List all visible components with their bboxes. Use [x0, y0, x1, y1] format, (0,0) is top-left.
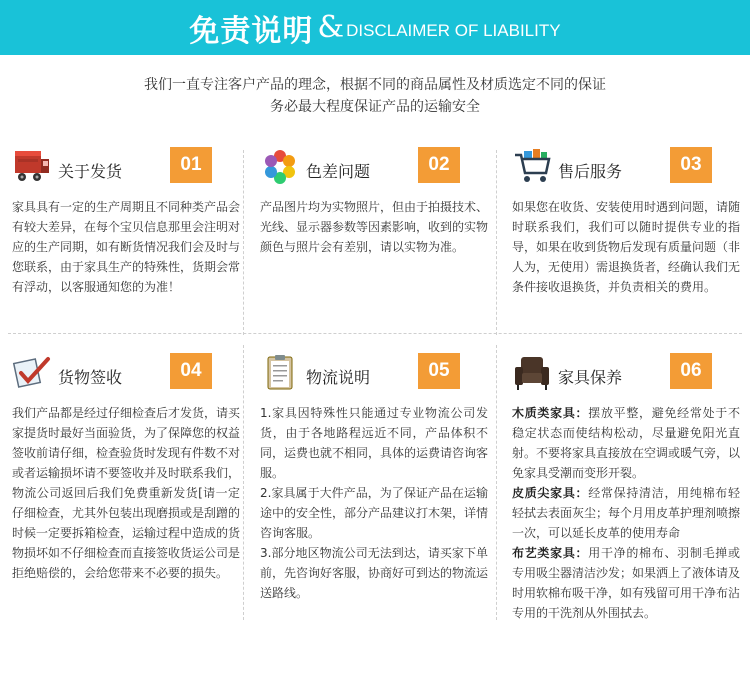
care-text: 摆放平整，避免经常处于不稳定状态而使结构松动，尽量避免阳光直射。不要将家具直接放在空调或暖气旁，以免家具受潮而变形开裂。: [512, 406, 741, 480]
card-body: 我们产品都是经过仔细检查后才发货，请买家提货时最好当面验货，为了保障您的权益签收前请仔细，检查验货时发现有件数不对或者运输损坏请不要签收并及时联系我们，物流公司返回后我们免费重新发货[请一定仔细检查，尤其外包装出现磨损或是刮蹭的时候一定要拆箱检查，运输过程中造成的货物损坏如不仔细检查而直接签收货运公司是拒绝赔偿的，会给您带来不必要的损失。: [12, 406, 241, 580]
column-divider: [243, 150, 244, 335]
care-text: 经常保持清洁，用纯棉布轻轻拭去表面灰尘；每个月用皮革护理剂喷擦一次，可以延长皮革的使用寿命: [512, 486, 741, 540]
card-furniture-care: [508, 353, 740, 623]
armchair-icon: [512, 353, 552, 393]
card-title: 物流说明: [306, 368, 371, 387]
truck-icon: [12, 147, 52, 187]
number-badge: 02: [418, 147, 460, 183]
clipboard-icon: [260, 353, 300, 393]
logistics-point-1: 1.家具因特殊性只能通过专业物流公司发货，由于各地路程远近不同，产品体积不同，运费也就不相同，具体的运费请咨询客服。: [260, 406, 489, 480]
logistics-point-2: 2.家具属于大件产品，为了保证产品在运输途中的安全性，部分产品建议打木架，详情咨询客服。: [260, 486, 489, 540]
number-badge: 04: [170, 353, 212, 389]
card-logistics: [256, 353, 488, 603]
row-divider: [8, 333, 742, 334]
care-item-fabric: [512, 543, 740, 623]
ampersand: &: [317, 10, 345, 45]
column-divider: [496, 150, 497, 335]
care-item-wood: [512, 403, 740, 483]
card-color-difference: [256, 147, 488, 257]
page-subtitle: DISCLAIMER OF LIABILITY: [346, 20, 561, 40]
card-body: [508, 403, 740, 623]
card-title: 关于发货: [58, 162, 123, 181]
column-divider: [243, 345, 244, 620]
care-label: 皮质尖家具：: [512, 486, 589, 500]
number-badge: 03: [670, 147, 712, 183]
number-badge: 05: [418, 353, 460, 389]
card-body: 产品图片均为实物照片，但由于拍摄技术、光线、显示器参数等因素影响，收到的实物颜色与照片会有差别，请以实物为准。: [260, 200, 489, 254]
checkmark-icon: [12, 353, 52, 393]
card-title: 售后服务: [558, 162, 623, 181]
number-badge: 01: [170, 147, 212, 183]
card-goods-receipt: [8, 353, 240, 583]
shopping-cart-icon: [512, 147, 552, 187]
care-label: 木质类家具：: [512, 406, 589, 420]
logistics-point-3: 3.部分地区物流公司无法到达，请买家下单前，先咨询好客服，协商好可到达的物流运送路线。: [260, 546, 489, 600]
number-badge: 06: [670, 353, 712, 389]
intro-text: [0, 74, 750, 118]
intro-line-2: 务必最大程度保证产品的运输安全: [270, 99, 480, 115]
intro-line-1: 我们一直专注客户产品的理念，根据不同的商品属性及材质选定不同的保证: [144, 77, 606, 93]
card-title: 货物签收: [58, 368, 123, 387]
card-title: 家具保养: [558, 368, 623, 387]
card-body: 如果您在收货、安装使用时遇到问题，请随时联系我们，我们可以随时提供专业的指导，如果在收到货物后发现有质量问题（非人为，无使用）需退换货者，经确认我们无条件接收退换货，并负责相关的费用。: [512, 200, 741, 294]
card-title: 色差问题: [306, 162, 371, 181]
header-bar: [0, 0, 750, 55]
card-body: 家具具有一定的生产周期且不同种类产品会有较大差异，在每个宝贝信息那里会注明对应的生产同期，如有断货情况我们会及时与您联系，由于家具生产的特殊性，货期会常有浮动，以客服通知您的为准！: [12, 200, 241, 294]
card-body: [256, 403, 488, 603]
page-title: 免责说明: [189, 13, 314, 49]
care-text: 用干净的棉布、羽制毛掸或专用吸尘器清洁沙发；如果洒上了液体请及时用软棉布吸干净，如有残留可用干净布沾专用的干洗剂从外围拭去。: [512, 546, 741, 620]
column-divider: [496, 345, 497, 620]
care-label: 布艺类家具：: [512, 546, 589, 560]
care-item-leather: [512, 483, 740, 543]
card-after-sales: [508, 147, 740, 297]
card-shipping: [8, 147, 240, 297]
color-wheel-icon: [260, 147, 300, 187]
